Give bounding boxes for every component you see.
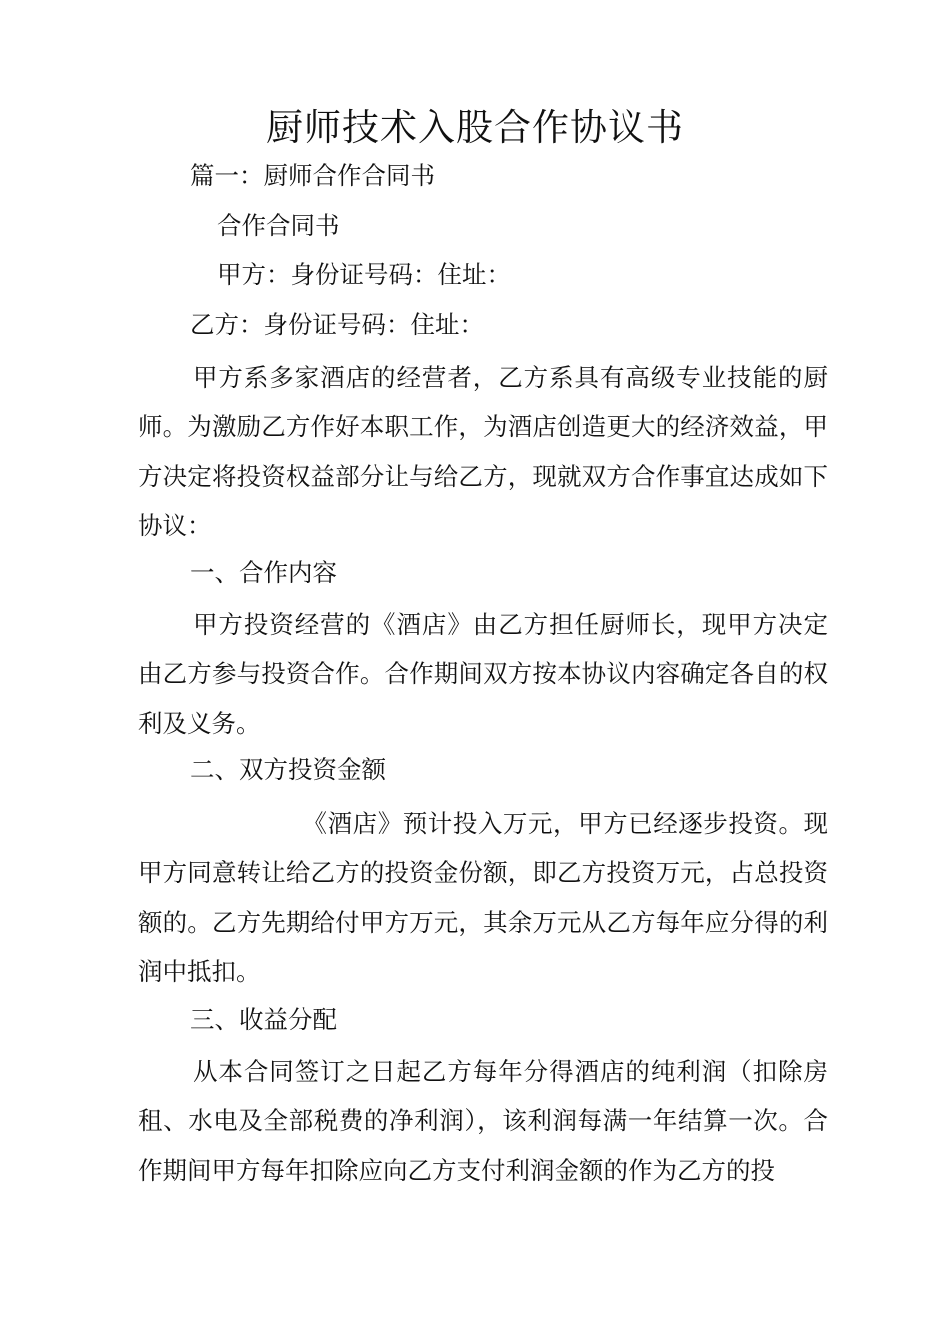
section3-heading: 三、收益分配: [190, 1005, 337, 1034]
party-a-line: 甲方：身份证号码：住址：: [217, 260, 511, 289]
section3-paragraph: [138, 1047, 828, 1195]
section2-paragraph: [138, 799, 828, 997]
section2-text: 《酒店》预计投入万元，甲方已经逐步投资。现甲方同意转让给乙方的投资金份额，即乙方投资万元，占总投资额的。乙方先期给付甲方万元，其余万元从乙方每年应分得的利润中抵扣。: [138, 809, 828, 987]
intro-paragraph: [138, 353, 828, 551]
party-b-line: 乙方：身份证号码：住址：: [190, 310, 484, 339]
section3-text: 从本合同签订之日起乙方每年分得酒店的纯利润（扣除房租、水电及全部税费的净利润），该利润每满一年结算一次。合作期间甲方每年扣除应向乙方支付利润金额的作为乙方的投: [138, 1057, 828, 1185]
section1-heading: 一、合作内容: [190, 558, 337, 587]
section1-paragraph: [138, 600, 828, 748]
document-title: 厨师技术入股合作协议书: [266, 106, 684, 149]
intro-text: 甲方系多家酒店的经营者，乙方系具有高级专业技能的厨师。为激励乙方作好本职工作，为酒店创造更大的经济效益，甲方决定将投资权益部分让与给乙方，现就双方合作事宜达成如下协议：: [138, 363, 828, 541]
section1-text: 甲方投资经营的《酒店》由乙方担任厨师长，现甲方决定由乙方参与投资合作。合作期间双方按本协议内容确定各自的权利及义务。: [138, 610, 828, 738]
contract-heading: 合作合同书: [217, 211, 340, 240]
section2-heading: 二、双方投资金额: [190, 755, 386, 784]
chapter-heading: 篇一：厨师合作合同书: [190, 161, 435, 190]
